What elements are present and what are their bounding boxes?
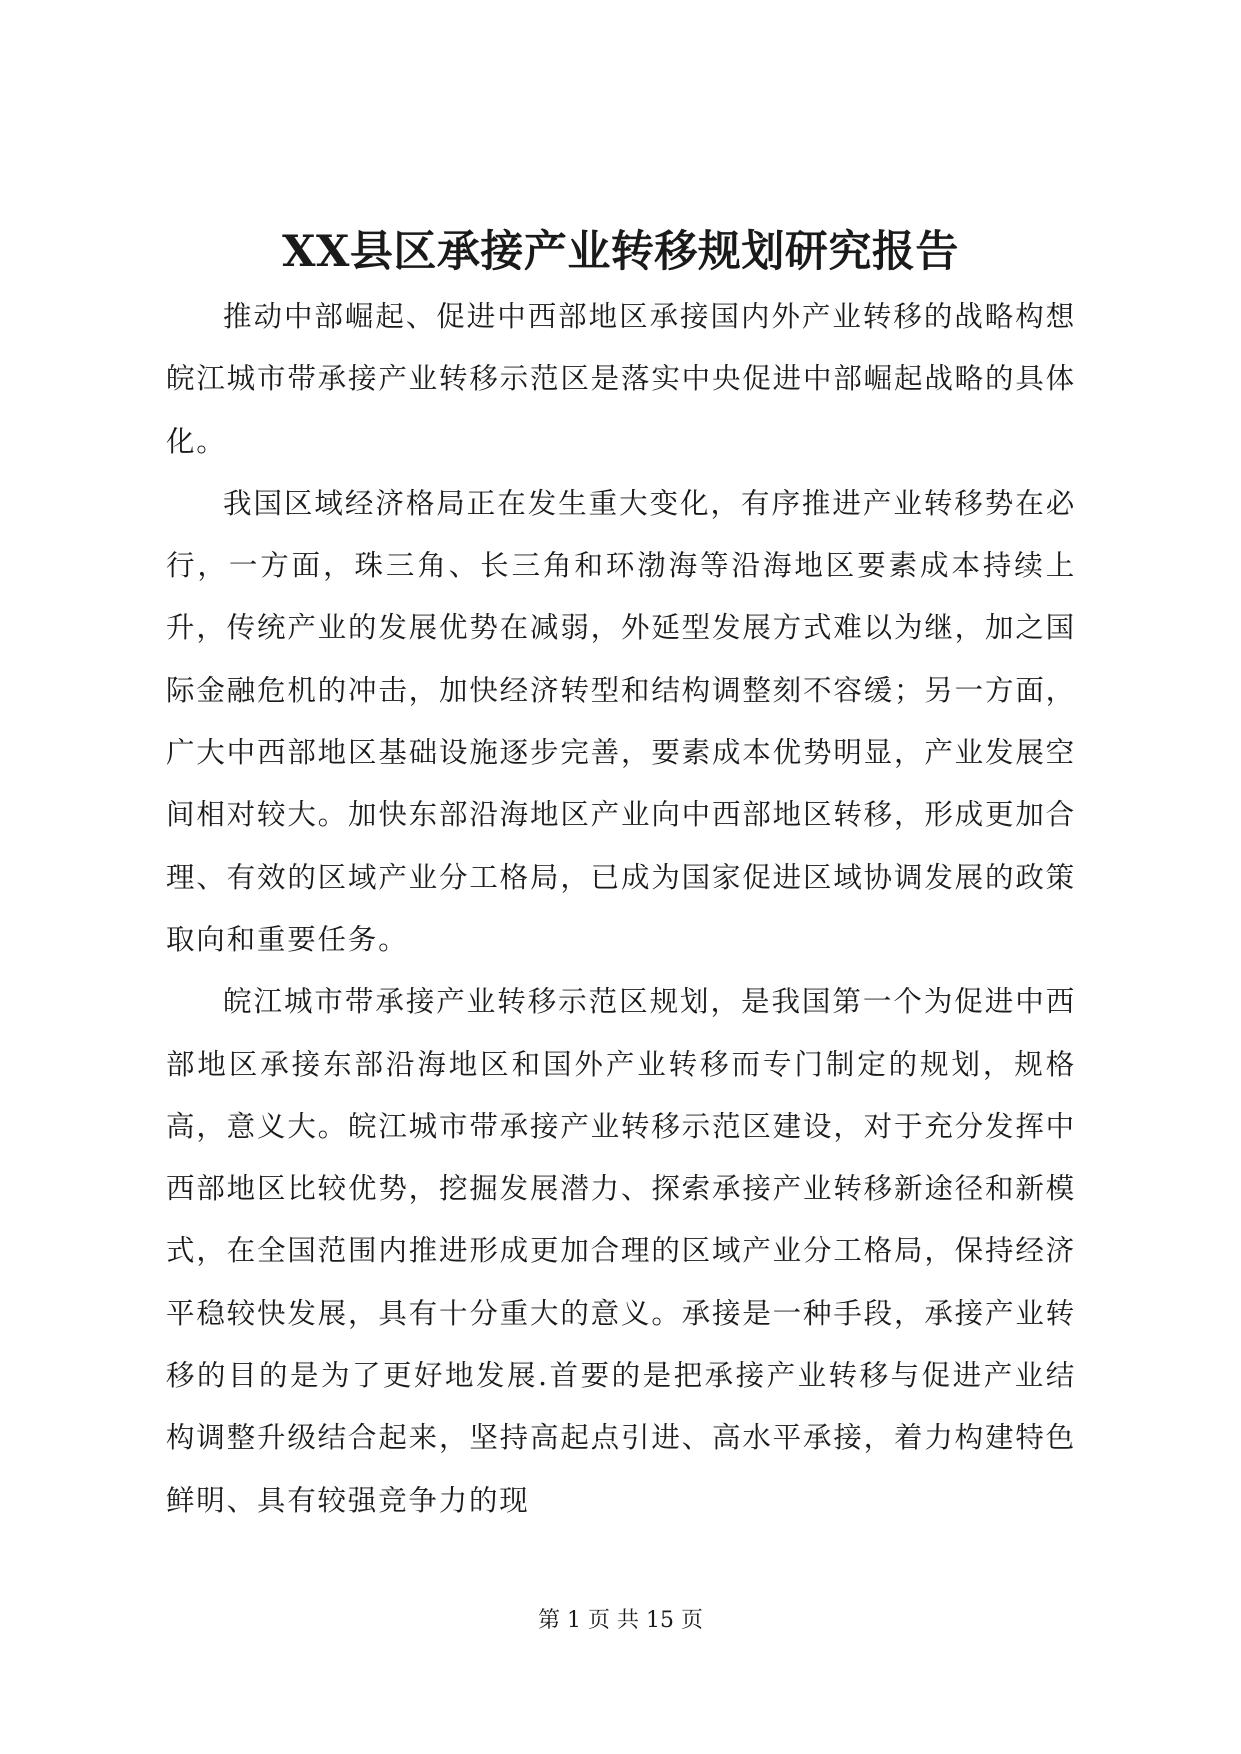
paragraph-3: 皖江城市带承接产业转移示范区规划，是我国第一个为促进中西部地区承接东部沿海地区和国外产业转移而专门制定的规划，规格高，意义大。皖江城市带承接产业转移示范区建设，对于充分发挥中西部地区比较优势，挖掘发展潜力、探索承接产业转移新途径和新模式，在全国范围内推进形成更加合理的区域产业分工格局，保持经济平稳较快发展，具有十分重大的意义。承接是一种手段，承接产业转移的目的是为了更好地发展.首要的是把承接产业转移与促进产业结构调整升级结合起来，坚持高起点引进、高水平承接，着力构建特色鲜明、具有较强竞争力的现: [166, 985, 1076, 1517]
document-body: [166, 286, 1076, 1532]
paragraph-1: 推动中部崛起、促进中西部地区承接国内外产业转移的战略构想皖江城市带承接产业转移示范区是落实中央促进中部崛起战略的具体化。: [166, 300, 1076, 458]
document-title: XX县区承接产业转移规划研究报告: [282, 227, 959, 277]
page-footer: 第 1 页 共 15 页: [538, 1608, 703, 1633]
paragraph-2: 我国区域经济格局正在发生重大变化，有序推进产业转移势在必行，一方面，珠三角、长三角和环渤海等沿海地区要素成本持续上升，传统产业的发展优势在减弱，外延型发展方式难以为继，加之国际金融危机的冲击，加快经济转型和结构调整刻不容缓；另一方面，广大中西部地区基础设施逐步完善，要素成本优势明显，产业发展空间相对较大。加快东部沿海地区产业向中西部地区转移，形成更加合理、有效的区域产业分工格局，已成为国家促进区域协调发展的政策取向和重要任务。: [166, 486, 1076, 956]
